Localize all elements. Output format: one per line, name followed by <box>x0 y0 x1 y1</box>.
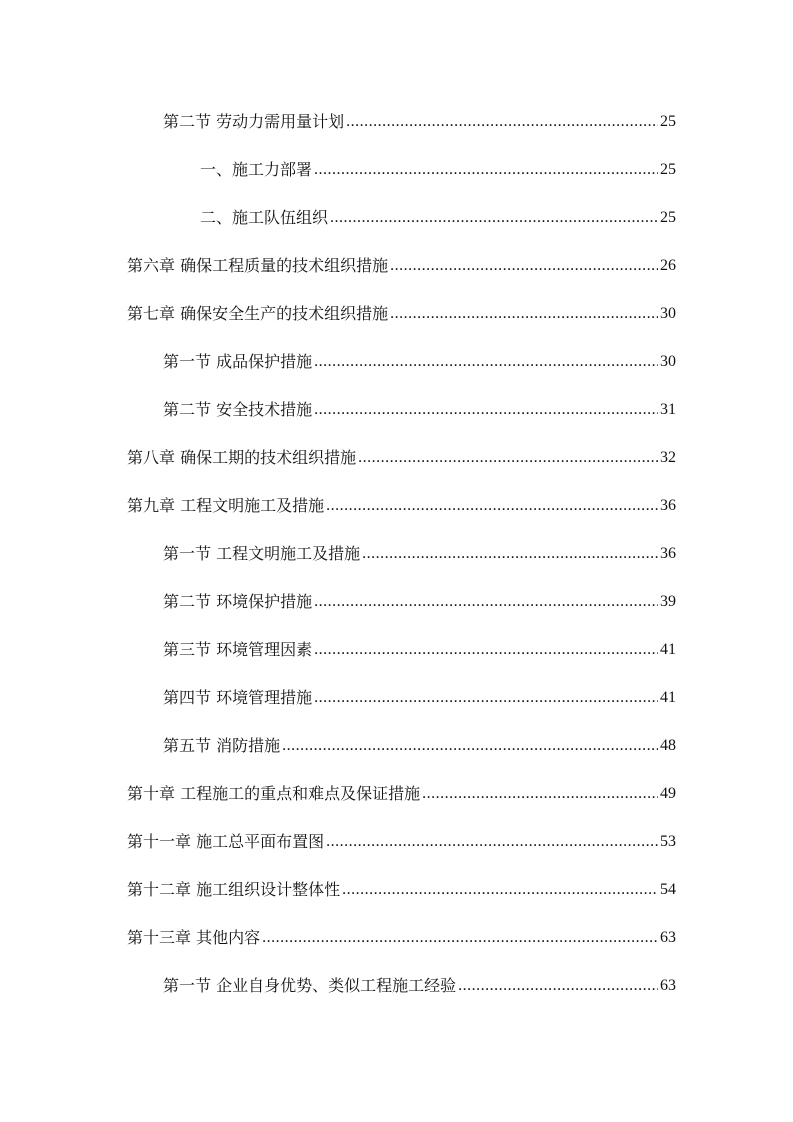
toc-entry-title: 一、施工力部署 <box>200 160 313 179</box>
toc-entry-title: 第十二章 施工组织设计整体性 <box>127 880 341 899</box>
toc-entry-title: 第十一章 施工总平面布置图 <box>127 832 325 851</box>
toc-entry-page-number: 36 <box>660 545 676 562</box>
toc-entry-page-number: 36 <box>660 497 676 514</box>
toc-chapter-entry[interactable] <box>127 482 676 530</box>
dot-leader <box>390 242 658 290</box>
toc-section-entry[interactable] <box>163 386 676 434</box>
toc-entry-page-number: 25 <box>660 161 676 178</box>
toc-entry-title: 二、施工队伍组织 <box>200 208 329 227</box>
toc-chapter-entry[interactable] <box>127 818 676 866</box>
dot-leader <box>314 338 658 386</box>
toc-entry-title: 第十章 工程施工的重点和难点及保证措施 <box>127 784 421 803</box>
toc-entry-page-number: 41 <box>660 689 676 706</box>
toc-section-entry[interactable] <box>163 722 676 770</box>
toc-entry-title: 第二节 环境保护措施 <box>163 592 313 611</box>
toc-entry-title: 第七章 确保安全生产的技术组织措施 <box>127 304 389 323</box>
toc-entry-page-number: 54 <box>660 881 676 898</box>
toc-entry-title: 第六章 确保工程质量的技术组织措施 <box>127 256 389 275</box>
toc-entry-page-number: 49 <box>660 785 676 802</box>
toc-entry-page-number: 48 <box>660 737 676 754</box>
dot-leader <box>314 626 658 674</box>
toc-entry-title: 第四节 环境管理措施 <box>163 688 313 707</box>
dot-leader <box>358 434 658 482</box>
toc-entry-title: 第十三章 其他内容 <box>127 928 261 947</box>
dot-leader <box>458 962 658 1010</box>
toc-section-entry[interactable] <box>163 338 676 386</box>
dot-leader <box>346 98 658 146</box>
dot-leader <box>314 386 658 434</box>
dot-leader <box>314 578 658 626</box>
dot-leader <box>326 482 658 530</box>
toc-section-entry[interactable] <box>163 530 676 578</box>
toc-section-entry[interactable] <box>163 98 676 146</box>
toc-entry-page-number: 31 <box>660 401 676 418</box>
toc-section-entry[interactable] <box>200 194 676 242</box>
toc-entry-title: 第一节 工程文明施工及措施 <box>163 544 361 563</box>
toc-entry-title: 第一节 成品保护措施 <box>163 352 313 371</box>
toc-entry-page-number: 63 <box>660 929 676 946</box>
toc-entry-title: 第二节 劳动力需用量计划 <box>163 112 345 131</box>
toc-entry-title: 第二节 安全技术措施 <box>163 400 313 419</box>
toc-entry-title: 第九章 工程文明施工及措施 <box>127 496 325 515</box>
toc-chapter-entry[interactable] <box>127 770 676 818</box>
toc-entry-page-number: 30 <box>660 305 676 322</box>
toc-entry-page-number: 26 <box>660 257 676 274</box>
dot-leader <box>326 818 658 866</box>
toc-entry-title: 第一节 企业自身优势、类似工程施工经验 <box>163 976 457 995</box>
toc-entry-title: 第三节 环境管理因素 <box>163 640 313 659</box>
toc-entry-page-number: 41 <box>660 641 676 658</box>
dot-leader <box>330 194 658 242</box>
toc-chapter-entry[interactable] <box>127 242 676 290</box>
dot-leader <box>342 866 658 914</box>
dot-leader <box>390 290 658 338</box>
toc-chapter-entry[interactable] <box>127 914 676 962</box>
toc-entry-title: 第五节 消防措施 <box>163 736 281 755</box>
toc-section-entry[interactable] <box>163 626 676 674</box>
toc-chapter-entry[interactable] <box>127 434 676 482</box>
toc-section-entry[interactable] <box>200 146 676 194</box>
dot-leader <box>282 722 658 770</box>
dot-leader <box>422 770 658 818</box>
toc-chapter-entry[interactable] <box>127 866 676 914</box>
toc-section-entry[interactable] <box>163 674 676 722</box>
toc-entry-title: 第八章 确保工期的技术组织措施 <box>127 448 357 467</box>
toc-entry-page-number: 25 <box>660 209 676 226</box>
dot-leader <box>314 674 658 722</box>
toc-entry-page-number: 63 <box>660 977 676 994</box>
toc-chapter-entry[interactable] <box>127 290 676 338</box>
toc-entry-page-number: 32 <box>660 449 676 466</box>
toc-section-entry[interactable] <box>163 578 676 626</box>
toc-entry-page-number: 39 <box>660 593 676 610</box>
toc-entry-page-number: 30 <box>660 353 676 370</box>
toc-entry-page-number: 53 <box>660 833 676 850</box>
dot-leader <box>314 146 658 194</box>
toc-entry-page-number: 25 <box>660 113 676 130</box>
toc-section-entry[interactable] <box>163 962 676 1010</box>
dot-leader <box>262 914 658 962</box>
dot-leader <box>362 530 658 578</box>
